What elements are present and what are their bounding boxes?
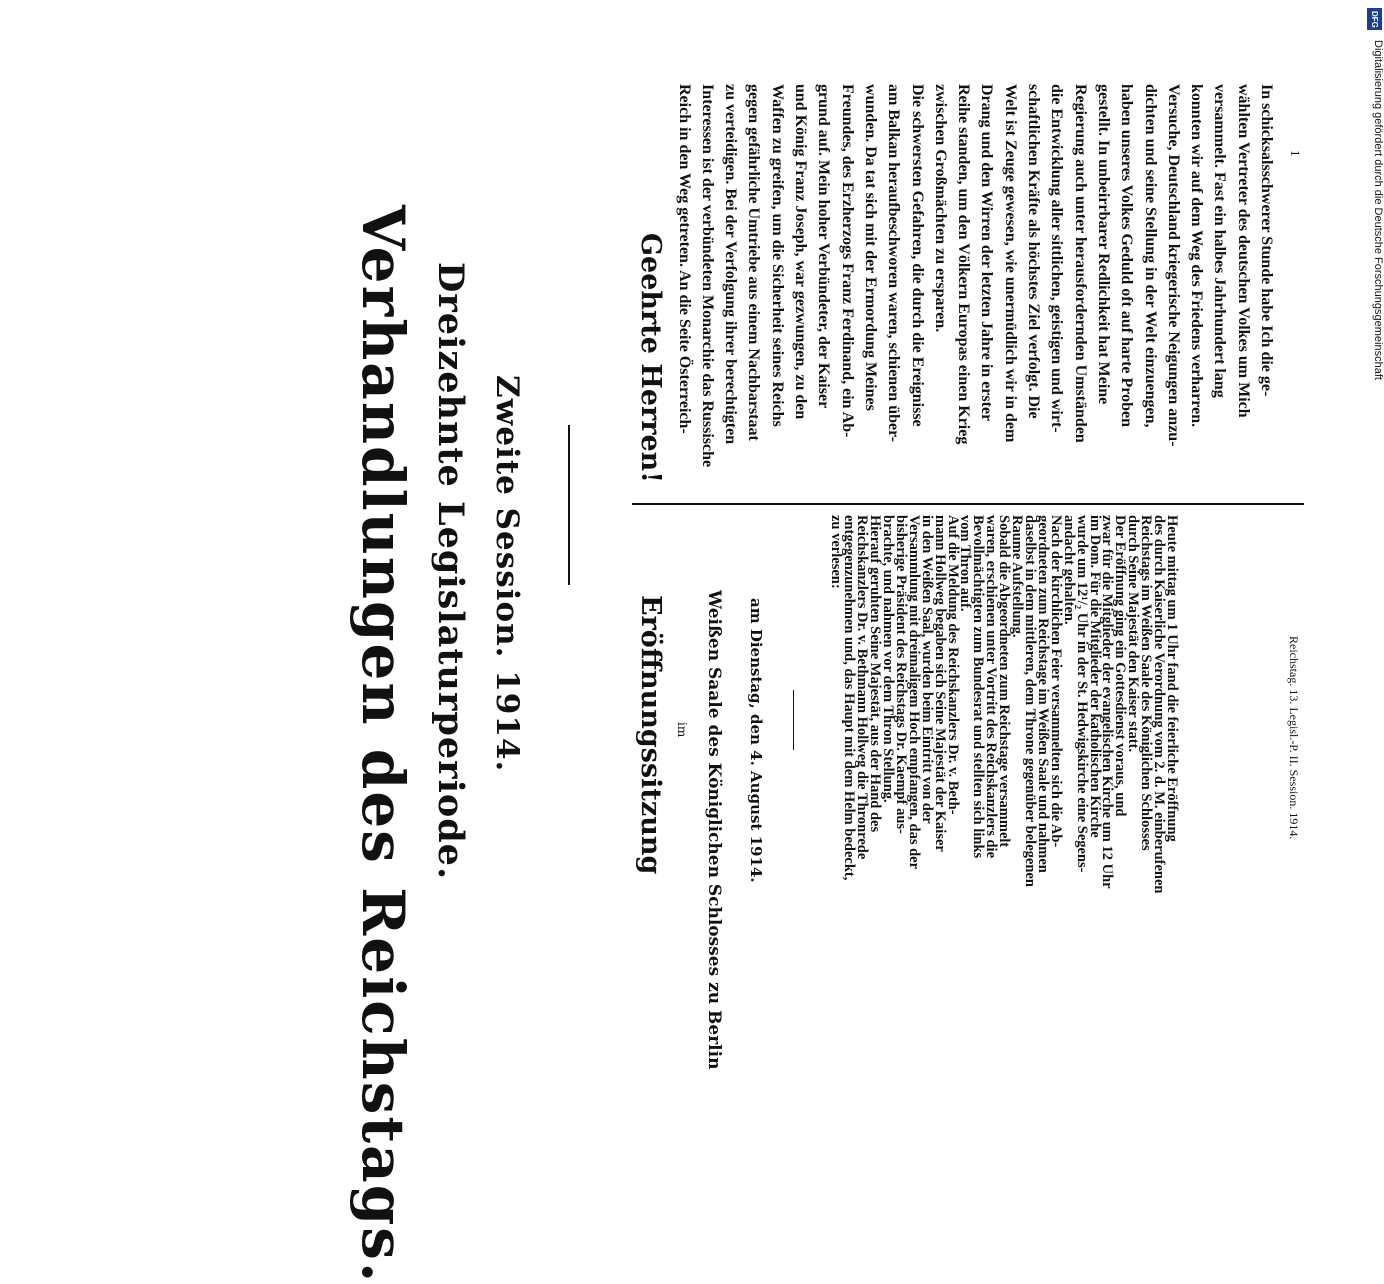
right-body-line: Waffen zu greifen, um die Sicherheit seines Reichs xyxy=(768,84,786,427)
left-body-line: zwar für die Mitglieder der evangelischen Kirche um 12 Uhr xyxy=(1099,515,1116,889)
left-body-line: andacht gehalten. xyxy=(1060,515,1077,625)
left-body-line: Der Eröffnung ging ein Gottesdienst voraus, und xyxy=(1112,515,1129,817)
right-column-body xyxy=(672,84,1278,496)
left-body-line: geordneten zum Reichstage im Weißen Saale und nahmen xyxy=(1034,515,1051,873)
left-body-line: waren, erschienen unter Vortritt des Reichskanzlers die xyxy=(983,515,1000,859)
section-heading: Eröffnungssitzung xyxy=(635,595,666,875)
right-body-line: grund auf. Mein hoher Verbündeter, der Kaiser xyxy=(815,84,833,409)
im-label: im xyxy=(675,722,689,738)
left-body-line: Raume Aufstellung. xyxy=(1009,515,1026,638)
dfg-logo: DFG xyxy=(1367,8,1382,30)
right-body-line: versammelt. Fast ein halbes Jahrhundert lang xyxy=(1211,84,1229,398)
right-body-line: Regierung auch unter herausfordernden Umständen xyxy=(1071,84,1089,443)
left-body-line: entgegenzunehmen und, das Haupt mit dem Helm bedeckt, xyxy=(841,515,858,881)
right-body-line: Versuche, Deutschland kriegerische Neigungen anzu- xyxy=(1164,84,1182,447)
left-body-line: wurde um 12¹/₂ Uhr in der St. Hedwigskirche eine Segens- xyxy=(1073,515,1090,873)
speech-heading: Geehrte Herren! xyxy=(635,233,666,484)
left-body-line: des durch Kaiserliche Verordnung vom 2. d. M. einberufenen xyxy=(1151,515,1168,894)
location-line: Weißen Saale des Königlichen Schlosses zu Berlin xyxy=(704,590,724,1070)
left-body-line: Sobald die Abgeordneten zum Reichstage versammelt xyxy=(996,515,1013,848)
date-line: am Dienstag, den 4. August 1914. xyxy=(747,598,765,883)
left-body-paragraph xyxy=(1010,515,1062,915)
left-body-paragraph xyxy=(1126,515,1178,915)
left-body-paragraph xyxy=(880,515,961,915)
column-divider xyxy=(632,503,1304,505)
left-body-line: in den Weißen Saal, wurden beim Eintritt von der xyxy=(918,515,935,824)
left-body-line: mann Hollweg begaben sich Seine Majestät der Kaiser xyxy=(931,515,948,852)
right-body-line: gestellt. In unbeirrbarer Redlichkeit hat Meine xyxy=(1094,84,1112,405)
page-number: 1 xyxy=(1288,150,1303,157)
left-body-line: im Dom. Für die Mitglieder der katholischen Kirche xyxy=(1086,515,1103,838)
left-body-paragraph xyxy=(959,515,1011,915)
right-body-line: schaftlichen Kräfte als höchstes Ziel verfolgt. Die xyxy=(1025,84,1043,419)
left-body-paragraph xyxy=(830,515,882,915)
left-body-line: vom Thron auf. xyxy=(957,515,974,612)
left-body-line: brachte, und nahmen vor dem Thron Stellung. xyxy=(880,515,897,803)
right-body-line: zwischen Großmächten zu ersparen. xyxy=(931,84,949,333)
right-body-line: die Entwicklung aller sittlichen, geistigen und wirt- xyxy=(1048,84,1066,433)
right-body-line: haben unseres Volkes Geduld oft auf harte Proben xyxy=(1118,84,1136,428)
right-body-line: konnten wir auf dem Weg des Friedens verharren. xyxy=(1188,84,1206,428)
left-body-line: durch Seine Majestät den Kaiser statt. xyxy=(1125,515,1142,753)
right-body-line: am Balkan heraufbeschworen waren, schienen über- xyxy=(885,84,903,442)
right-body-line: Reihe standen, um den Völkern Europas einen Krieg xyxy=(955,84,973,445)
right-body-line: Drang und den Wirren der letzten Jahre in erster xyxy=(978,84,996,422)
right-body-line: Reich in den Weg getreten. An die Seite Österreich- xyxy=(675,84,693,434)
right-body-line: Freundes, des Erzherzogs Franz Ferdinand, ein Ab- xyxy=(838,84,856,438)
footer-left: Reichstag. 13. Legisl.-P. II. Session. 1914. xyxy=(1287,636,1301,840)
left-body-paragraph xyxy=(1062,515,1127,915)
right-body-line: zu verteidigen. Bei der Verfolgung ihrer berechtigten xyxy=(722,84,740,445)
right-body-line: In schicksalsschwerer Stunde habe Ich die ge- xyxy=(1258,84,1275,397)
right-body-paragraph xyxy=(929,84,1278,496)
title-rule xyxy=(568,425,570,585)
right-body-line: dichten und seine Stellung in der Welt einzuengen, xyxy=(1141,84,1159,428)
right-body-line: Interessen ist der verbündeten Monarchie das Russische xyxy=(698,84,716,468)
right-body-line: gegen gefährliche Umtriebe aus einem Nachbarstaat xyxy=(745,84,763,441)
right-body-line: und König Franz Joseph, war gezwungen, zu den xyxy=(792,84,810,420)
left-body-line: Nach der kirchlichen Feier versammelten sich die Ab- xyxy=(1047,515,1064,848)
left-body-line: zu verlesen: xyxy=(828,515,845,589)
left-column-body xyxy=(830,515,1178,915)
left-body-line: Reichskanzlers Dr. v. Bethmann Hollweg die Thronrede xyxy=(854,515,871,860)
right-body-line: wählten Vertreter des deutschen Volkes um Mich xyxy=(1234,84,1252,418)
left-body-line: bisherige Präsident des Reichstags Dr. Kaempf aus- xyxy=(892,515,909,834)
left-body-line: Reichstags im Weißen Saale des Königlichen Schlosses xyxy=(1138,515,1155,851)
right-body-paragraph xyxy=(672,84,928,496)
left-body-line: Hierauf geruhten Seine Majestät, aus der Hand des xyxy=(867,515,884,833)
left-body-line: daselbst in dem mittleren, dem Throne gegenüber belegenen xyxy=(1022,515,1039,887)
left-body-line: Bevollmächtigten zum Bundesrat und stellten sich links xyxy=(970,515,987,859)
main-title: Verhandlungen des Reichstags. xyxy=(349,205,417,1284)
right-body-line: Welt ist Zeuge gewesen, wie unermüdlich wir in dem xyxy=(1001,84,1019,443)
left-small-rule xyxy=(793,690,794,750)
session-title: Zweite Session. 1914. xyxy=(489,375,525,773)
right-body-line: Die schwersten Gefahren, die durch die Ereignisse xyxy=(908,84,926,427)
right-body-line: wunden. Da tat sich mit der Ermordung Meines xyxy=(861,84,879,411)
subtitle: Dreizehnte Legislaturperiode. xyxy=(430,262,471,881)
left-body-line: Heute mittag um 1 Uhr fand die feierliche Eröffnung xyxy=(1164,515,1180,842)
left-body-line: Versammlung mit dreimaligem Hoch empfangen, das der xyxy=(905,515,922,870)
funding-note: Digitalisierung gefördert durch die Deutsche Forschungsgemeinschaft xyxy=(1372,40,1384,380)
left-body-line: Auf die Meldung des Reichskanzlers Dr. v. Beth- xyxy=(944,515,961,815)
